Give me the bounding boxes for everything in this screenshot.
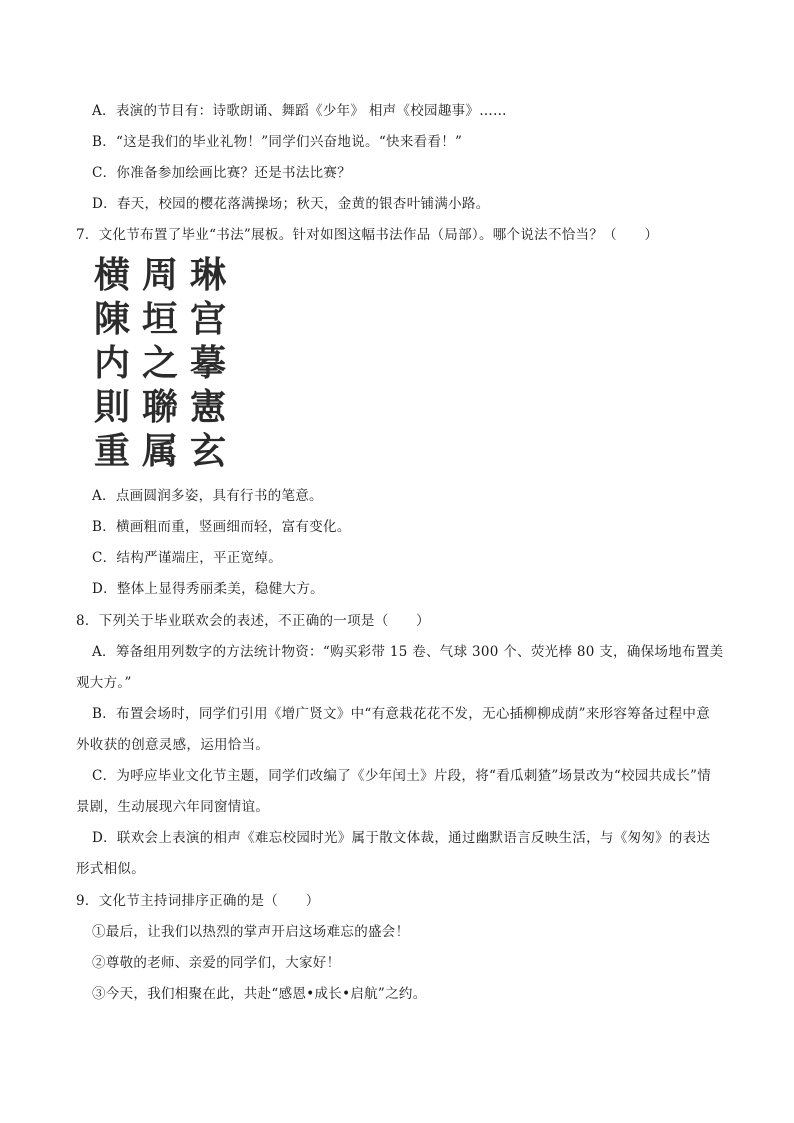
calligraphy-char: 重 xyxy=(94,430,131,472)
q8-option-d: D．联欢会上表演的相声《难忘校园时光》属于散文体裁，通过幽默语言反映生活，与《匆匆》的表达 xyxy=(92,830,711,846)
q6-option-b: B．“这是我们的毕业礼物！”同学们兴奋地说。“快来看看！” xyxy=(92,134,463,150)
calligraphy-char: 内 xyxy=(94,342,131,384)
q7-option-d: D．整体上显得秀丽柔美，稳健大方。 xyxy=(92,581,324,597)
calligraphy-char: 聯 xyxy=(142,386,179,428)
q9-sentence-3: ③今天，我们相聚在此，共赴“感恩•成长•启航”之约。 xyxy=(92,986,427,1002)
calligraphy-char: 之 xyxy=(142,342,179,384)
q8-option-c: C．为呼应毕业文化节主题，同学们改编了《少年闰土》片段，将“看瓜刺猹”场景改为“校园共成长”情 xyxy=(92,768,712,784)
calligraphy-char: 宫 xyxy=(190,298,227,340)
q7-option-a: A．点画圆润多姿，具有行书的笔意。 xyxy=(92,488,323,504)
calligraphy-char: 琳 xyxy=(190,254,227,296)
calligraphy-char: 周 xyxy=(142,254,179,296)
q7-option-c: C．结构严谨端庄，平正宽绰。 xyxy=(92,550,283,566)
q8-option-a-cont: 观大方。” xyxy=(76,675,132,691)
q6-option-d: D．春天，校园的樱花落满操场；秋天，金黄的银杏叶铺满小路。 xyxy=(92,196,490,212)
calligraphy-char: 横 xyxy=(94,254,131,296)
q8-option-b-cont: 外收获的创意灵感，运用恰当。 xyxy=(76,737,270,753)
q9-sentence-2: ②尊敬的老师、亲爱的同学们，大家好！ xyxy=(92,955,341,971)
calligraphy-char: 摹 xyxy=(190,342,227,384)
calligraphy-char: 憲 xyxy=(190,386,227,428)
q6-option-c: C．你准备参加绘画比赛？还是书法比赛？ xyxy=(92,165,352,181)
q7-option-b: B．横画粗而重，竖画细而轻，富有变化。 xyxy=(92,519,351,535)
calligraphy-char: 則 xyxy=(94,386,131,428)
q8-option-c-cont: 景剧，生动展现六年同窗情谊。 xyxy=(76,799,270,815)
q8-stem: 8．下列关于毕业联欢会的表述，不正确的一项是（ ） xyxy=(76,613,430,629)
q6-option-a: A．表演的节目有：诗歌朗诵、舞蹈《少年》 相声《校园趣事》…… xyxy=(92,103,507,119)
q8-option-a: A．筹备组用列数字的方法统计物资：“购买彩带 15 卷、气球 300 个、荧光棒 80 支，确保场地布置美 xyxy=(92,644,724,660)
q9-sentence-1: ①最后，让我们以热烈的掌声开启这场难忘的盛会！ xyxy=(92,924,410,940)
q8-option-d-cont: 形式相似。 xyxy=(76,861,145,877)
q9-stem: 9．文化节主持词排序正确的是（ ） xyxy=(76,893,320,909)
calligraphy-char: 垣 xyxy=(142,298,179,340)
calligraphy-char: 玄 xyxy=(190,430,227,472)
q7-stem: 7．文化节布置了毕业“书法”展板。针对如图这幅书法作品（局部）。哪个说法不恰当？（ ） xyxy=(76,227,659,243)
q8-option-b: B．布置会场时，同学们引用《增广贤文》中“有意栽花花不发，无心插柳柳成荫”来形容筹备过程中意 xyxy=(92,706,711,722)
calligraphy-char: 陳 xyxy=(94,298,131,340)
calligraphy-char: 属 xyxy=(142,430,179,472)
calligraphy-image xyxy=(92,255,237,470)
